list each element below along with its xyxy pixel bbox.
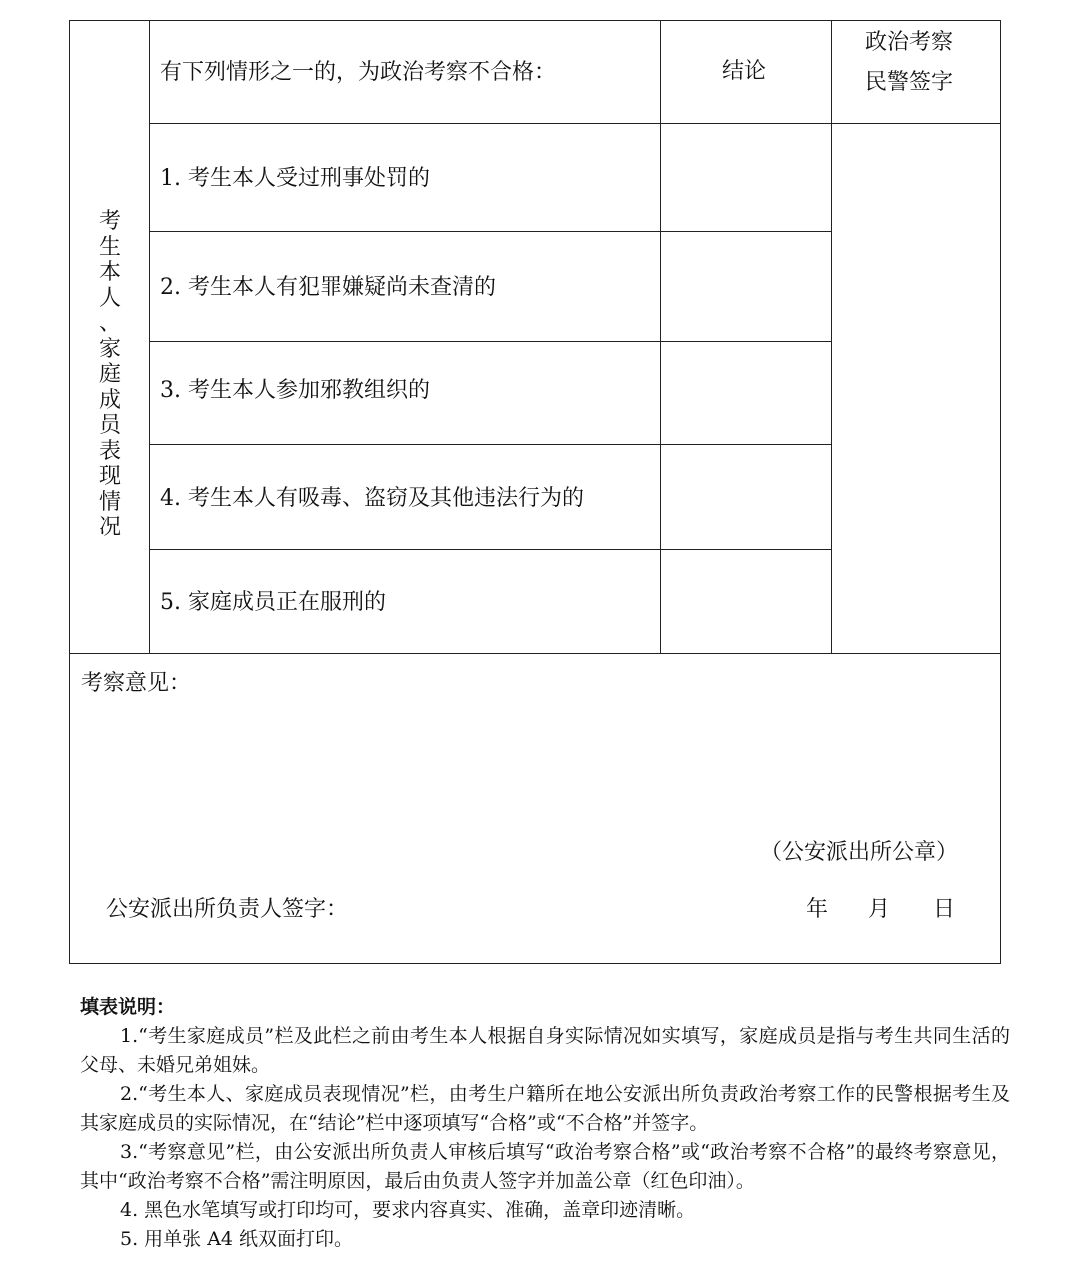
item-row: 5. 家庭成员正在服刑的 xyxy=(160,590,386,615)
table-top-border xyxy=(69,20,1001,21)
header-conclusion: 结论 xyxy=(722,59,767,84)
side-column-border xyxy=(149,20,150,654)
note-item: 5. 用单张 A4 纸双面打印。 xyxy=(120,1228,354,1250)
row4-border xyxy=(149,549,832,550)
note-item: 2.“考生本人、家庭成员表现情况”栏，由考生户籍所在地公安派出所负责政治考察工作的民警根据考生及其家庭成员的实际情况，在“结论”栏中逐项填写“合格”或“不合格”并签字。 xyxy=(80,1083,1010,1134)
table-left-border xyxy=(69,20,70,964)
filling-instructions xyxy=(80,993,1010,1254)
header-sign-line2: 民警签字 xyxy=(865,70,954,95)
row2-border xyxy=(149,341,832,342)
note-item: 3.“考察意见”栏，由公安派出所负责人审核后填写“政治考察合格”或“政治考察不合格”的最终考察意见，其中“政治考察不合格”需注明原因，最后由负责人签字并加盖公章（红色印油）。 xyxy=(80,1141,1010,1192)
opinion-label: 考察意见： xyxy=(81,671,192,696)
side-label-performance: 考 生 本 人 、 家 庭 成 员 表 现 情 况 xyxy=(98,209,121,541)
date-day: 日 xyxy=(933,897,956,922)
note-item: 1.“考生家庭成员”栏及此栏之前由考生本人根据自身实际情况如实填写，家庭成员是指与考生共同生活的父母、未婚兄弟姐妹。 xyxy=(80,1025,1010,1076)
signer-label: 公安派出所负责人签字： xyxy=(106,897,349,922)
date-month: 月 xyxy=(868,897,891,922)
header-sign-line1: 政治考察 xyxy=(865,30,954,55)
header-row-border xyxy=(149,123,1001,124)
item-row: 1. 考生本人受过刑事处罚的 xyxy=(160,166,430,191)
conclusion-right-border xyxy=(831,20,832,654)
item-row: 3. 考生本人参加邪教组织的 xyxy=(160,378,430,403)
header-criteria: 有下列情形之一的，为政治考察不合格： xyxy=(160,60,557,85)
row1-border xyxy=(149,231,832,232)
conclusion-left-border xyxy=(660,20,661,654)
table-bottom-border xyxy=(69,963,1001,964)
note-item: 4. 黑色水笔填写或打印均可，要求内容真实、准确，盖章印迹清晰。 xyxy=(120,1199,696,1221)
row3-border xyxy=(149,444,832,445)
table-right-border xyxy=(1000,20,1001,964)
table-mid-border xyxy=(69,653,1001,654)
stamp-note: （公安派出所公章） xyxy=(760,840,959,865)
item-row: 2. 考生本人有犯罪嫌疑尚未查清的 xyxy=(160,275,496,300)
date-year: 年 xyxy=(806,897,829,922)
notes-title: 填表说明： xyxy=(80,996,176,1018)
item-row: 4. 考生本人有吸毒、盗窃及其他违法行为的 xyxy=(160,486,584,511)
